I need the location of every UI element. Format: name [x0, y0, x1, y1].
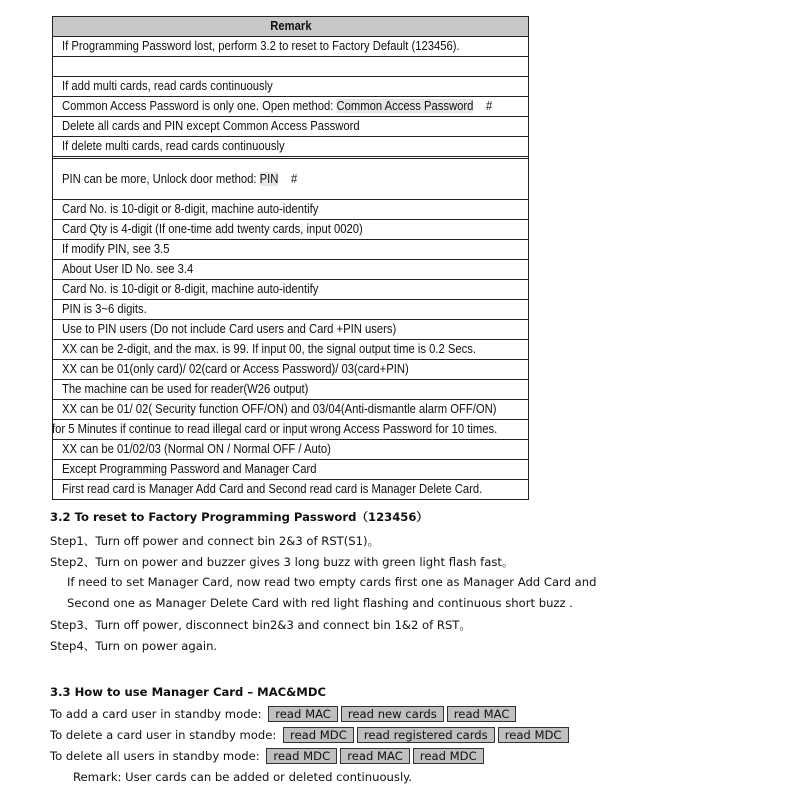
step-line: Step1、Turn off power and connect bin 2&3 of RST(S1)。 — [50, 534, 380, 548]
table-row — [53, 340, 528, 360]
row-text: If add multi cards, read cards continuously — [62, 79, 273, 93]
table-row — [53, 220, 528, 240]
row-text: Common Access Password is only one. Open method: — [62, 99, 337, 113]
step-box: read MAC — [447, 706, 517, 722]
row-text: If Programming Password lost, perform 3.2 to reset to Factory Default (123456). — [62, 39, 460, 53]
table-row — [53, 200, 528, 220]
step-line: If need to set Manager Card, now read two empty cards first one as Manager Add Card and — [67, 575, 597, 589]
table-row — [53, 380, 528, 400]
row-content — [62, 159, 297, 199]
table-row — [53, 117, 528, 137]
step-line: Step3、Turn off power, disconnect bin2&3 and connect bin 1&2 of RST。 — [50, 618, 471, 632]
step-box: read MAC — [340, 748, 410, 764]
highlight-text: Common Access Password — [336, 99, 474, 113]
hash-key: # — [290, 172, 298, 186]
table-row — [53, 280, 528, 300]
table-row — [53, 57, 528, 77]
table-row — [53, 320, 528, 340]
add-card-line — [50, 707, 516, 721]
step-box: read MDC — [283, 727, 354, 743]
row-text: If modify PIN, see 3.5 — [62, 242, 170, 256]
table-row — [53, 159, 528, 200]
table-row — [53, 480, 528, 500]
line-label: To delete all users in standby mode: — [50, 749, 260, 763]
row-text: Use to PIN users (Do not include Card users and Card +PIN users) — [62, 322, 397, 336]
remark-table — [52, 16, 529, 500]
row-text: XX can be 01(only card)/ 02(card or Access Password)/ 03(card+PIN) — [62, 362, 409, 376]
row-text: Card Qty is 4-digit (If one-time add twenty cards, input 0020) — [62, 222, 363, 236]
line-label: To add a card user in standby mode: — [50, 707, 262, 721]
row-text: for 5 Minutes if continue to read illegal card or input wrong Access Password for 10 times. — [52, 422, 498, 436]
row-text: XX can be 2-digit, and the max. is 99. If input 00, the signal output time is 0.2 Secs. — [62, 342, 476, 356]
row-text: PIN can be more, Unlock door method: — [62, 172, 260, 186]
row-text: First read card is Manager Add Card and Second read card is Manager Delete Card. — [62, 482, 483, 496]
table-row — [52, 420, 528, 440]
row-text: XX can be 01/02/03 (Normal ON / Normal OFF / Auto) — [62, 442, 331, 456]
section-3-2-title: 3.2 To reset to Factory Programming Password（123456） — [50, 510, 429, 524]
table-row — [53, 240, 528, 260]
row-text: PIN is 3~6 digits. — [62, 302, 147, 316]
step-box: read MAC — [268, 706, 338, 722]
table-row — [53, 460, 528, 480]
row-text: XX can be 01/ 02( Security function OFF/ON) and 03/04(Anti-dismantle alarm OFF/ON) — [62, 402, 497, 416]
table-row — [53, 400, 528, 420]
row-text: Delete all cards and PIN except Common Access Password — [62, 119, 360, 133]
table-header — [53, 17, 528, 37]
step-box: read MDC — [266, 748, 337, 764]
table-row — [53, 360, 528, 380]
table-row — [53, 137, 528, 159]
table-row — [53, 77, 528, 97]
delete-card-line — [50, 728, 569, 742]
section-3-3-title: 3.3 How to use Manager Card – MAC&MDC — [50, 685, 326, 699]
delete-all-line — [50, 749, 484, 763]
step-box: read MDC — [413, 748, 484, 764]
step-line: Second one as Manager Delete Card with red light flashing and continuous short buzz . — [67, 596, 573, 610]
step-box: read new cards — [341, 706, 444, 722]
line-label: To delete a card user in standby mode: — [50, 728, 277, 742]
row-text: If delete multi cards, read cards continuously — [62, 139, 285, 153]
table-row — [53, 300, 528, 320]
row-text: Card No. is 10-digit or 8-digit, machine auto-identify — [62, 202, 319, 216]
row-text: Except Programming Password and Manager Card — [62, 462, 317, 476]
table-row — [53, 97, 528, 117]
step-box: read registered cards — [357, 727, 495, 743]
table-row — [53, 440, 528, 460]
row-text: About User ID No. see 3.4 — [62, 262, 194, 276]
row-text: The machine can be used for reader(W26 output) — [62, 382, 309, 396]
row-text: Card No. is 10-digit or 8-digit, machine auto-identify — [62, 282, 319, 296]
step-line: Step2、Turn on power and buzzer gives 3 long buzz with green light flash fast。 — [50, 555, 514, 569]
header-text: Remark — [269, 19, 312, 33]
remark-line: Remark: User cards can be added or deleted continuously. — [73, 770, 413, 784]
hash-key: # — [486, 99, 493, 113]
step-box: read MDC — [498, 727, 569, 743]
row-content — [62, 97, 492, 116]
step-line: Step4、Turn on power again. — [50, 639, 218, 653]
highlight-text: PIN — [259, 172, 279, 186]
table-row — [53, 260, 528, 280]
table-row — [53, 37, 528, 57]
